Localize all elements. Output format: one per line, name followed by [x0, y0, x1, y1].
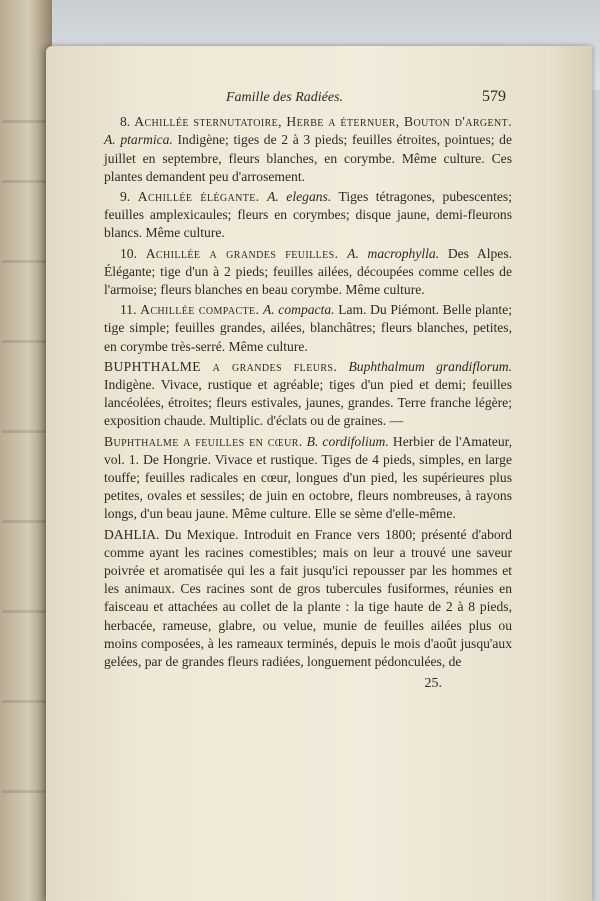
signature-mark: 25. [424, 676, 442, 692]
entry-name: Achillée compacte. [140, 302, 260, 318]
entry-name: Achillée sternutatoire, Herbe a éternuer, Bouton d'argent. [134, 114, 512, 130]
entry-buphthalme-feuilles-coeur [104, 433, 512, 524]
ghost-line [2, 520, 48, 523]
entry-buphthalme-grandes-fleurs [104, 358, 512, 431]
entry-name: DAHLIA. [104, 526, 160, 542]
ghost-line [2, 120, 48, 123]
entry-text: Herbier de l'Amateur, vol. 1. De Hongrie. Vivace et rustique. Tiges de 4 pieds, simples, en large touffe; feuilles radicales en cœur, longues d'un pied, les supérieures plus petites, ovales et sessiles; de juin en octobre, fleurs nombreuses, à rayons longs, d'un beau jaune. Même culture. Elle se sème d'elle-même. [104, 433, 513, 522]
entry-latin: Buphthalmum grandiflorum. [348, 358, 512, 374]
entry-text: Indigène; tiges de 2 à 3 pieds; feuilles étroites, pointues; de juillet en septembre, fleurs blanches, en corymbe. Même culture. Ces plantes demandent peu d'arrosement. [104, 132, 513, 184]
entry-achillee-grandes-feuilles [104, 245, 512, 300]
ghost-line [2, 430, 48, 433]
entry-number: 10. [120, 245, 137, 261]
entry-number: 9. [120, 189, 131, 205]
ghost-line [2, 700, 48, 703]
page-header [104, 88, 512, 107]
entry-number: 8. [120, 114, 131, 130]
ghost-line [2, 260, 48, 263]
entry-text: Lam. Du Piémont. Belle plante; tige simple; feuilles grandes, ailées, blanchâtres; fleurs blanches, petites, en corymbe très-serré. Même culture. [104, 302, 512, 354]
entry-name: Achillée élégante. [137, 189, 260, 205]
entry-dahlia [104, 526, 512, 672]
entry-latin: B. cordifolium. [306, 433, 389, 449]
left-page-edge [0, 0, 52, 901]
ghost-line [2, 340, 48, 343]
entry-text: Indigène. Vivace, rustique et agréable; tiges d'un pied et demi; feuilles lancéolées, étroites; fleurs estivales, jaunes, grandes. Terre franche légère; exposition chaude. Multiplic. d'éclats ou de graines. — [104, 377, 512, 429]
entry-latin: A. elegans. [267, 189, 332, 205]
ghost-line [2, 610, 48, 613]
running-title: Famille des Radiées. [226, 90, 344, 105]
entry-text: Du Mexique. Introduit en France vers 1800; présenté d'abord comme ayant les racines comestibles; mais on leur a trouvé une saveur poivrée et aromatisée qui les a fait jusqu'ici repousser par les hommes et les animaux. Ces racines sont de gros tubercules fusiformes, réunies en faisceau et attachées au collet de la plante : la tige haute de 2 à 8 pieds, herbacée, rameuse, glabre, ou velue, munie de feuilles ailées plus ou moins composées, à les rameaux terminés, depuis le mois d'août jusqu'aux gelées, par de grandes fleurs radiées, longuement pédonculées, de [104, 526, 512, 670]
entry-achillee-compacte [104, 301, 512, 356]
entry-name: Buphthalme a feuilles en cœur. [104, 433, 303, 449]
ghost-line [2, 180, 48, 183]
entry-name: BUPHTHALME a grandes fleurs. [104, 358, 338, 374]
entry-latin: A. compacta. [262, 302, 335, 318]
entry-latin: A. ptarmica. [104, 132, 173, 148]
ghost-line [2, 790, 48, 793]
entry-number: 11. [120, 302, 137, 318]
entry-achillee-elegante [104, 188, 512, 243]
entry-achillee-sternutatoire [104, 113, 512, 186]
page-number: 579 [482, 88, 506, 105]
page-text [104, 88, 512, 694]
entry-latin: A. macrophylla. [347, 245, 440, 261]
entry-name: Achillée a grandes feuilles. [145, 245, 339, 261]
entry-text: Tiges tétragones, pubescentes; feuilles amplexicaules; fleurs en corymbes; disque jaune, demi-fleurons blancs. Même culture. [104, 189, 512, 241]
entry-text: Des Alpes. Élégante; tige d'un à 2 pieds; feuilles ailées, découpées comme celles de l'armoise; fleurs blanches en beau corymbe. Même culture. [104, 245, 513, 298]
